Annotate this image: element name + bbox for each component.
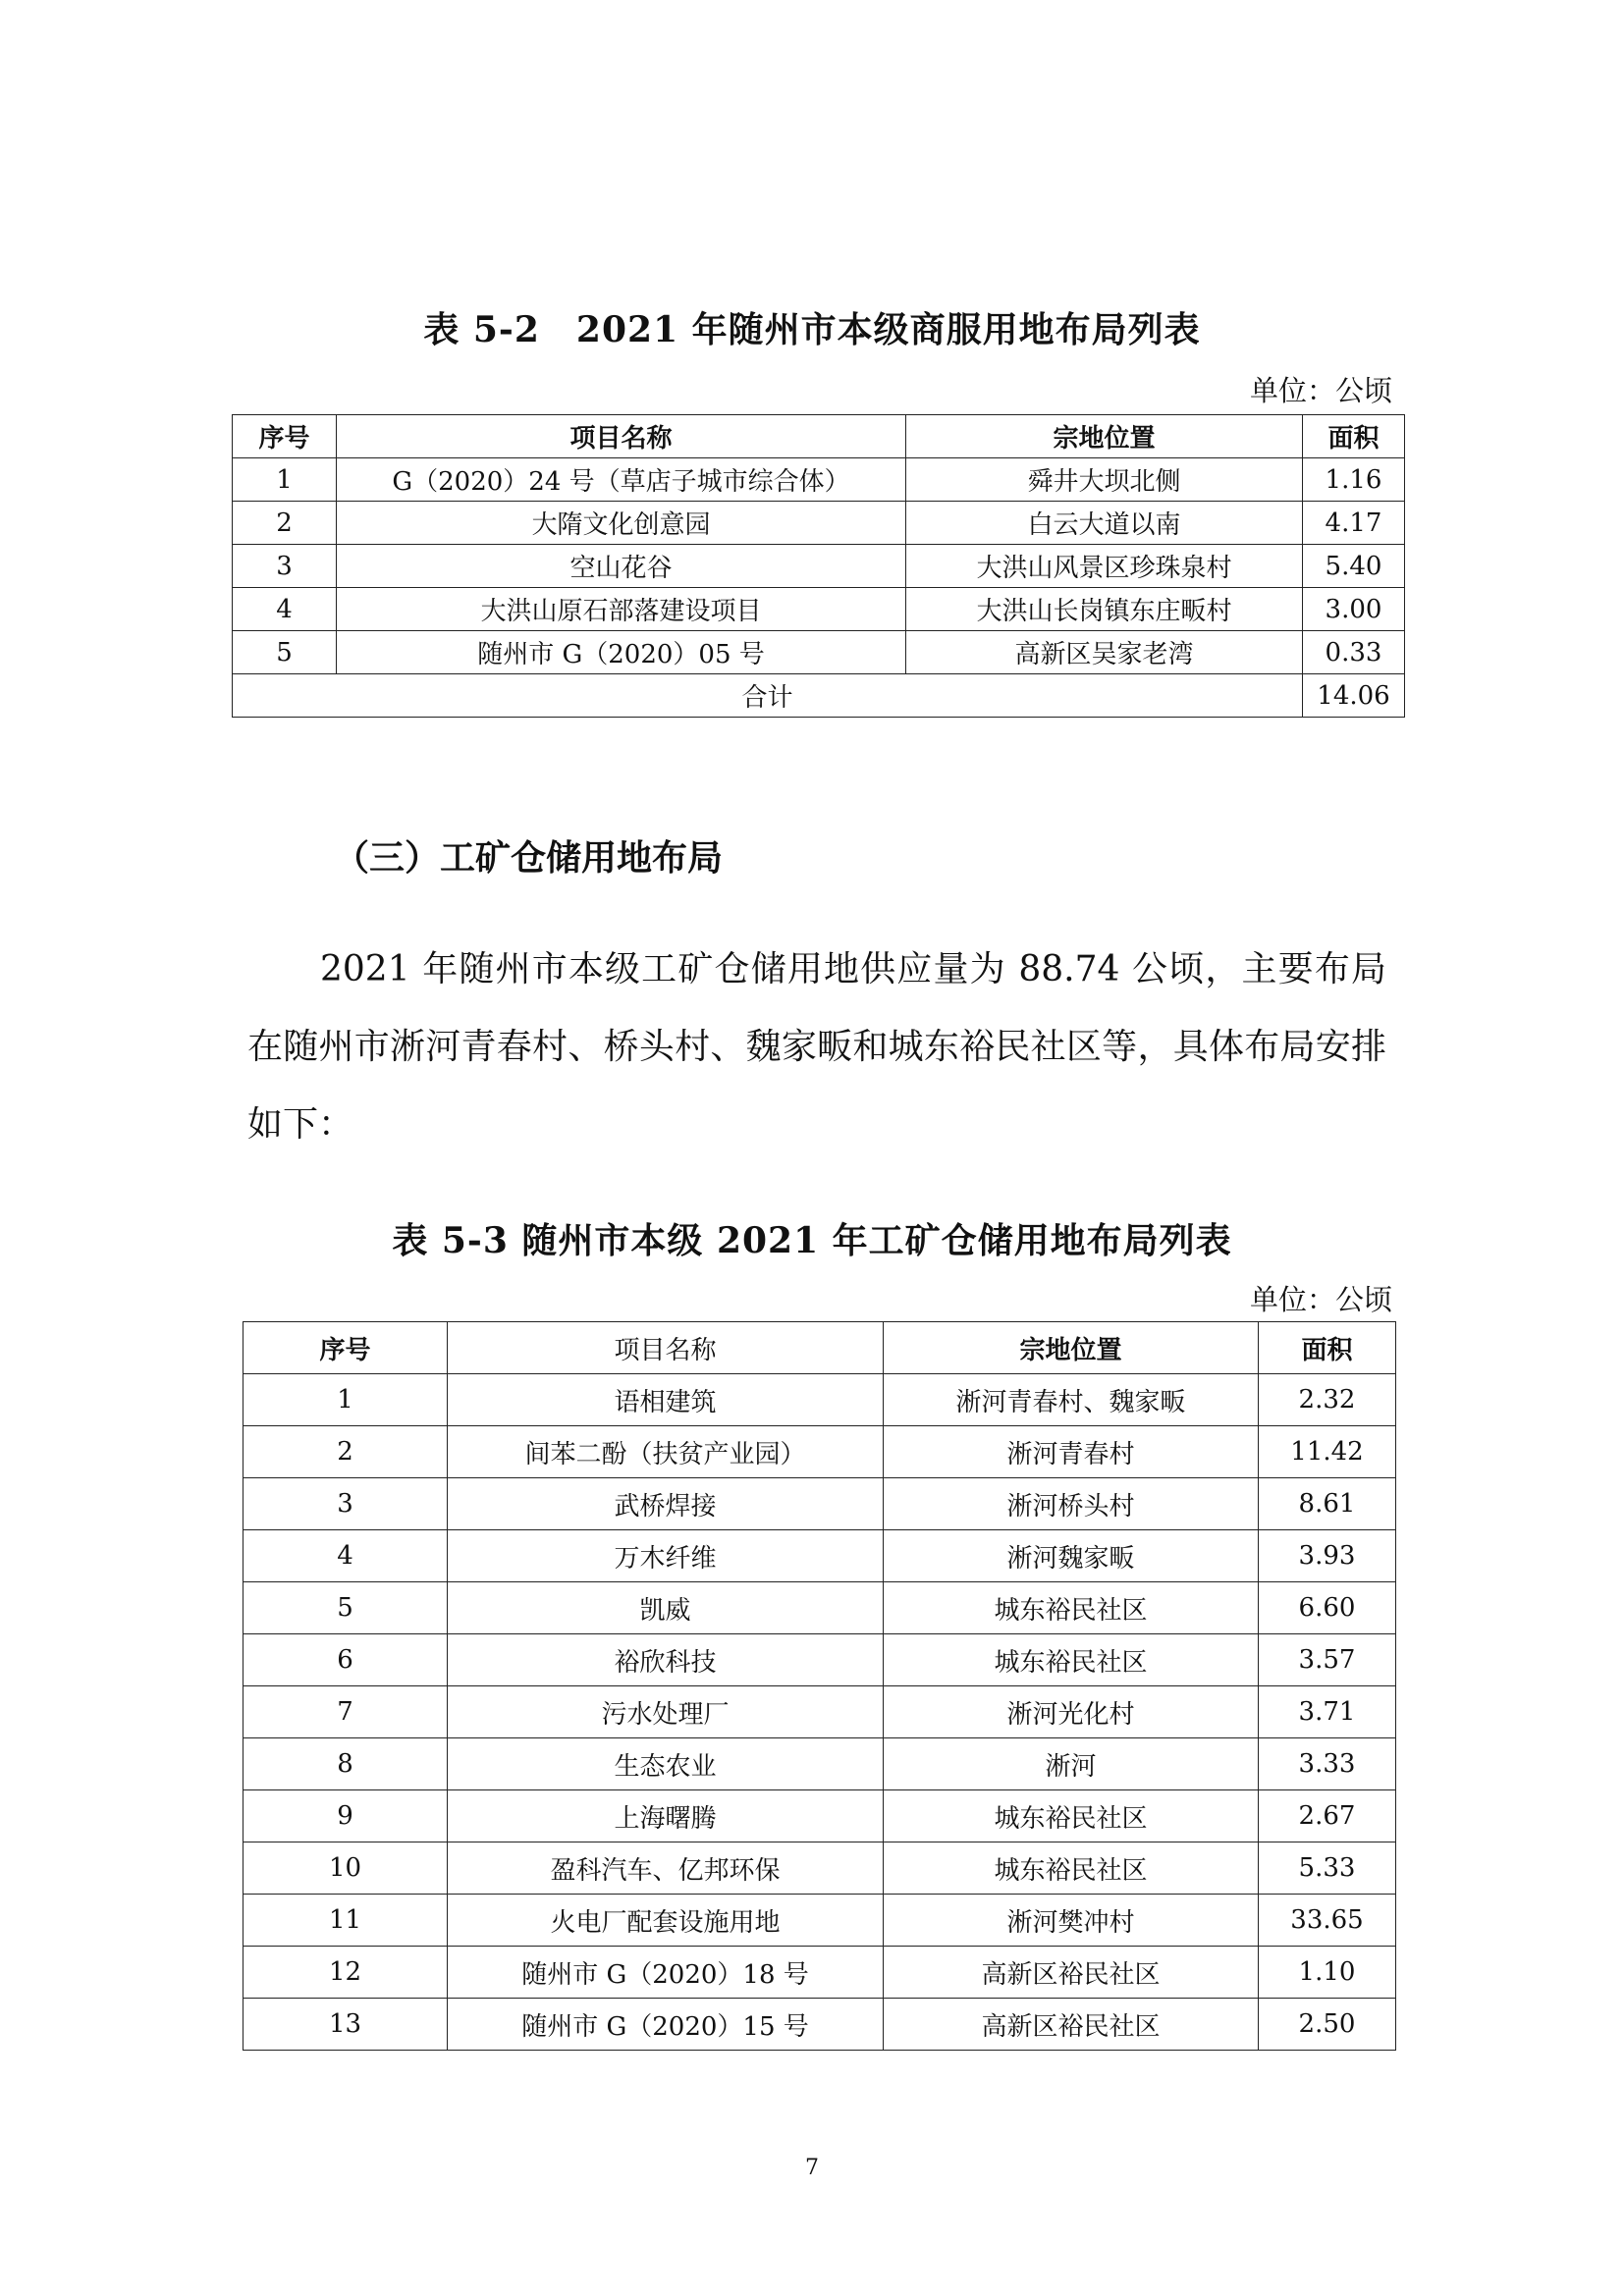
table-cell: 淅河魏家畈 [884, 1530, 1259, 1582]
table1-total-row [233, 674, 1405, 718]
table1-header-cell: 宗地位置 [906, 415, 1303, 458]
table-cell: 4 [244, 1530, 448, 1582]
table-cell: 凯威 [448, 1582, 884, 1634]
table-cell: 裕欣科技 [448, 1634, 884, 1686]
table1-header-row [233, 415, 1405, 458]
table-cell: 4.17 [1303, 502, 1405, 545]
table-row [244, 1582, 1396, 1634]
table-cell: 大洪山长岗镇东庄畈村 [906, 588, 1303, 631]
table-cell: 2.50 [1259, 1999, 1396, 2051]
table-cell: 5 [244, 1582, 448, 1634]
table-cell: 空山花谷 [337, 545, 906, 588]
table-row [244, 1999, 1396, 2051]
table-row [244, 1790, 1396, 1842]
table-row [244, 1634, 1396, 1686]
table-row [244, 1947, 1396, 1999]
table-row [244, 1738, 1396, 1790]
table-cell: 3.00 [1303, 588, 1405, 631]
table-row [244, 1895, 1396, 1947]
table-cell: 3.71 [1259, 1686, 1396, 1738]
table-cell: 3 [244, 1478, 448, 1530]
table-cell: 5.40 [1303, 545, 1405, 588]
table-row [244, 1842, 1396, 1895]
table-cell: 2 [233, 502, 337, 545]
table-row [233, 631, 1405, 674]
table-cell: 随州市 G（2020）18 号 [448, 1947, 884, 1999]
table-cell: 高新区裕民社区 [884, 1999, 1259, 2051]
table-cell: 淅河樊冲村 [884, 1895, 1259, 1947]
table-cell: 3.93 [1259, 1530, 1396, 1582]
table-cell: 12 [244, 1947, 448, 1999]
table-cell: 6 [244, 1634, 448, 1686]
table-cell: 城东裕民社区 [884, 1842, 1259, 1895]
table1 [232, 414, 1405, 718]
table-cell: 上海曙腾 [448, 1790, 884, 1842]
table-cell: 火电厂配套设施用地 [448, 1895, 884, 1947]
table-cell: 4 [233, 588, 337, 631]
table-cell: 8 [244, 1738, 448, 1790]
table-cell: 污水处理厂 [448, 1686, 884, 1738]
table1-header-cell: 面积 [1303, 415, 1405, 458]
table-cell: 淅河光化村 [884, 1686, 1259, 1738]
table1-header-cell: 项目名称 [337, 415, 906, 458]
table-cell: 8.61 [1259, 1478, 1396, 1530]
table2-header-cell: 序号 [244, 1322, 448, 1374]
table-row [233, 502, 1405, 545]
table-row [244, 1530, 1396, 1582]
section-paragraph: 2021 年随州市本级工矿仓储用地供应量为 88.74 公顷，主要布局在随州市淅河青春村、桥头村、魏家畈和城东裕民社区等，具体布局安排如下： [247, 949, 1386, 1145]
table-cell: 大洪山风景区珍珠泉村 [906, 545, 1303, 588]
table-cell: 5.33 [1259, 1842, 1396, 1895]
table-row [233, 458, 1405, 502]
table-cell: 9 [244, 1790, 448, 1842]
table-cell: 盈科汽车、亿邦环保 [448, 1842, 884, 1895]
table1-total-label: 合计 [233, 674, 1303, 718]
table-cell: 高新区裕民社区 [884, 1947, 1259, 1999]
table2-caption: 表 5-3 随州市本级 2021 年工矿仓储用地布局列表 [392, 1220, 1232, 1261]
table2-header-cell: 宗地位置 [884, 1322, 1259, 1374]
table-row [244, 1478, 1396, 1530]
table-cell: 33.65 [1259, 1895, 1396, 1947]
table-cell: 随州市 G（2020）15 号 [448, 1999, 884, 2051]
section-heading: （三）工矿仓储用地布局 [334, 837, 724, 879]
table-cell: 2 [244, 1426, 448, 1478]
table-cell: 城东裕民社区 [884, 1634, 1259, 1686]
table-cell: 10 [244, 1842, 448, 1895]
table-row [233, 545, 1405, 588]
table-row [233, 588, 1405, 631]
table2 [243, 1321, 1396, 2051]
table-cell: 城东裕民社区 [884, 1582, 1259, 1634]
table2-body [244, 1374, 1396, 2051]
table-cell: 武桥焊接 [448, 1478, 884, 1530]
table-cell: 淅河青春村、魏家畈 [884, 1374, 1259, 1426]
table-cell: 生态农业 [448, 1738, 884, 1790]
table-cell: 11 [244, 1895, 448, 1947]
table-cell: 13 [244, 1999, 448, 2051]
table-cell: 白云大道以南 [906, 502, 1303, 545]
table-cell: 5 [233, 631, 337, 674]
table-cell: 1 [244, 1374, 448, 1426]
table1-unit: 单位：公顷 [1249, 374, 1392, 407]
table-cell: 大洪山原石部落建设项目 [337, 588, 906, 631]
table-row [244, 1374, 1396, 1426]
table2-header-row [244, 1322, 1396, 1374]
table-cell: 淅河青春村 [884, 1426, 1259, 1478]
table2-unit: 单位：公顷 [1249, 1283, 1392, 1316]
table-cell: 舜井大坝北侧 [906, 458, 1303, 502]
table-cell: 6.60 [1259, 1582, 1396, 1634]
table-row [244, 1686, 1396, 1738]
table-cell: 2.32 [1259, 1374, 1396, 1426]
table-cell: 万木纤维 [448, 1530, 884, 1582]
table-cell: 城东裕民社区 [884, 1790, 1259, 1842]
table-cell: 高新区吴家老湾 [906, 631, 1303, 674]
table-cell: 3.57 [1259, 1634, 1396, 1686]
table-cell: 1.16 [1303, 458, 1405, 502]
table-cell: 随州市 G（2020）05 号 [337, 631, 906, 674]
table-cell: 1.10 [1259, 1947, 1396, 1999]
table-cell: 2.67 [1259, 1790, 1396, 1842]
table-cell: 1 [233, 458, 337, 502]
table-cell: 语相建筑 [448, 1374, 884, 1426]
table2-header-cell: 项目名称 [448, 1322, 884, 1374]
table-cell: 3 [233, 545, 337, 588]
page-number: 7 [805, 2156, 819, 2180]
table1-header-cell: 序号 [233, 415, 337, 458]
table-cell: 大隋文化创意园 [337, 502, 906, 545]
table1-total-value: 14.06 [1303, 674, 1405, 718]
table-cell: G（2020）24 号（草店子城市综合体） [337, 458, 906, 502]
table-cell: 3.33 [1259, 1738, 1396, 1790]
table2-header-cell: 面积 [1259, 1322, 1396, 1374]
table-cell: 11.42 [1259, 1426, 1396, 1478]
table1-body [233, 458, 1405, 674]
table-cell: 间苯二酚（扶贫产业园） [448, 1426, 884, 1478]
table-cell: 淅河桥头村 [884, 1478, 1259, 1530]
table-cell: 0.33 [1303, 631, 1405, 674]
table-cell: 淅河 [884, 1738, 1259, 1790]
table1-caption: 表 5-2 2021 年随州市本级商服用地布局列表 [423, 309, 1201, 350]
table-row [244, 1426, 1396, 1478]
table-cell: 7 [244, 1686, 448, 1738]
